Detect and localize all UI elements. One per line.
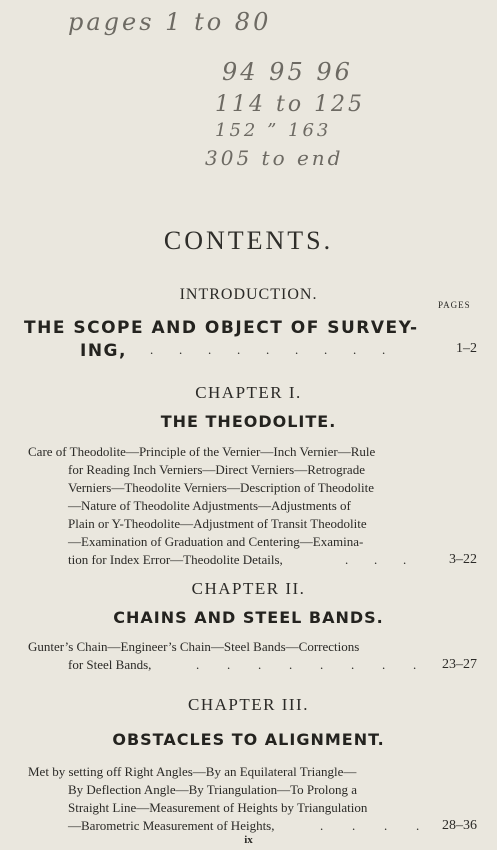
page-range: 3–22 bbox=[449, 552, 477, 567]
chapter-title: THE THEODOLITE. bbox=[160, 412, 337, 431]
introduction-title-line: ING, bbox=[80, 341, 127, 361]
handwritten-note: pages 1 to 80 bbox=[68, 8, 272, 36]
handwritten-note: 114 to 125 bbox=[215, 92, 366, 117]
leader-dots: . . . bbox=[345, 552, 407, 567]
chapter-label: CHAPTER II. bbox=[191, 579, 306, 598]
entry-text-line: Care of Theodolite—Principle of the Vernier—Inch Vernier—Rule bbox=[28, 444, 376, 459]
handwritten-note: 152 ” 163 bbox=[215, 120, 332, 141]
entry-text-line: By Deflection Angle—By Triangulation—To Prolong a bbox=[68, 782, 358, 797]
entry-text-line: for Steel Bands, bbox=[68, 657, 152, 672]
entry-text-line: —Barometric Measurement of Heights, bbox=[68, 818, 275, 833]
chapter-label: CHAPTER III. bbox=[188, 695, 309, 714]
entry-text-line: Gunter’s Chain—Engineer’s Chain—Steel Bands—Corrections bbox=[28, 639, 360, 654]
page-range: 1–2 bbox=[456, 341, 477, 356]
introduction-heading: INTRODUCTION. bbox=[179, 286, 318, 303]
entry-text-line: Plain or Y-Theodolite—Adjustment of Transit Theodolite bbox=[68, 516, 367, 531]
chapter-label: CHAPTER I. bbox=[195, 383, 302, 402]
entry-text-line: tion for Index Error—Theodolite Details, bbox=[68, 552, 283, 567]
entry-text-line: —Examination of Graduation and Centering—Examina- bbox=[68, 534, 364, 549]
entry-text-line: Verniers—Theodolite Verniers—Description of Theodolite bbox=[68, 480, 375, 495]
handwritten-note: 94 95 96 bbox=[222, 58, 353, 86]
chapter-title: CHAINS AND STEEL BANDS. bbox=[113, 608, 384, 627]
page-range: 28–36 bbox=[442, 818, 477, 833]
page-range: 23–27 bbox=[442, 657, 477, 672]
page-title: CONTENTS. bbox=[163, 226, 334, 255]
chapter-title: OBSTACLES TO ALIGNMENT. bbox=[112, 730, 385, 749]
entry-text-line: —Nature of Theodolite Adjustments—Adjustments of bbox=[68, 498, 351, 513]
introduction-title-line: THE SCOPE AND OBJECT OF SURVEY- bbox=[24, 318, 419, 338]
leader-dots: . . . . . . . . bbox=[196, 657, 417, 672]
entry-text-line: Straight Line—Measurement of Heights by Triangulation bbox=[68, 800, 368, 815]
entry-text-line: for Reading Inch Verniers—Direct Verniers—Retrograde bbox=[68, 462, 365, 477]
page-number: ix bbox=[244, 834, 253, 846]
pages-column-label: PAGES bbox=[438, 300, 471, 310]
leader-dots: . . . . bbox=[320, 818, 420, 833]
handwritten-note: 305 to end bbox=[205, 146, 344, 170]
leader-dots: . . . . . . . . . bbox=[150, 342, 386, 357]
entry-text-line: Met by setting off Right Angles—By an Equilateral Triangle— bbox=[28, 764, 357, 779]
